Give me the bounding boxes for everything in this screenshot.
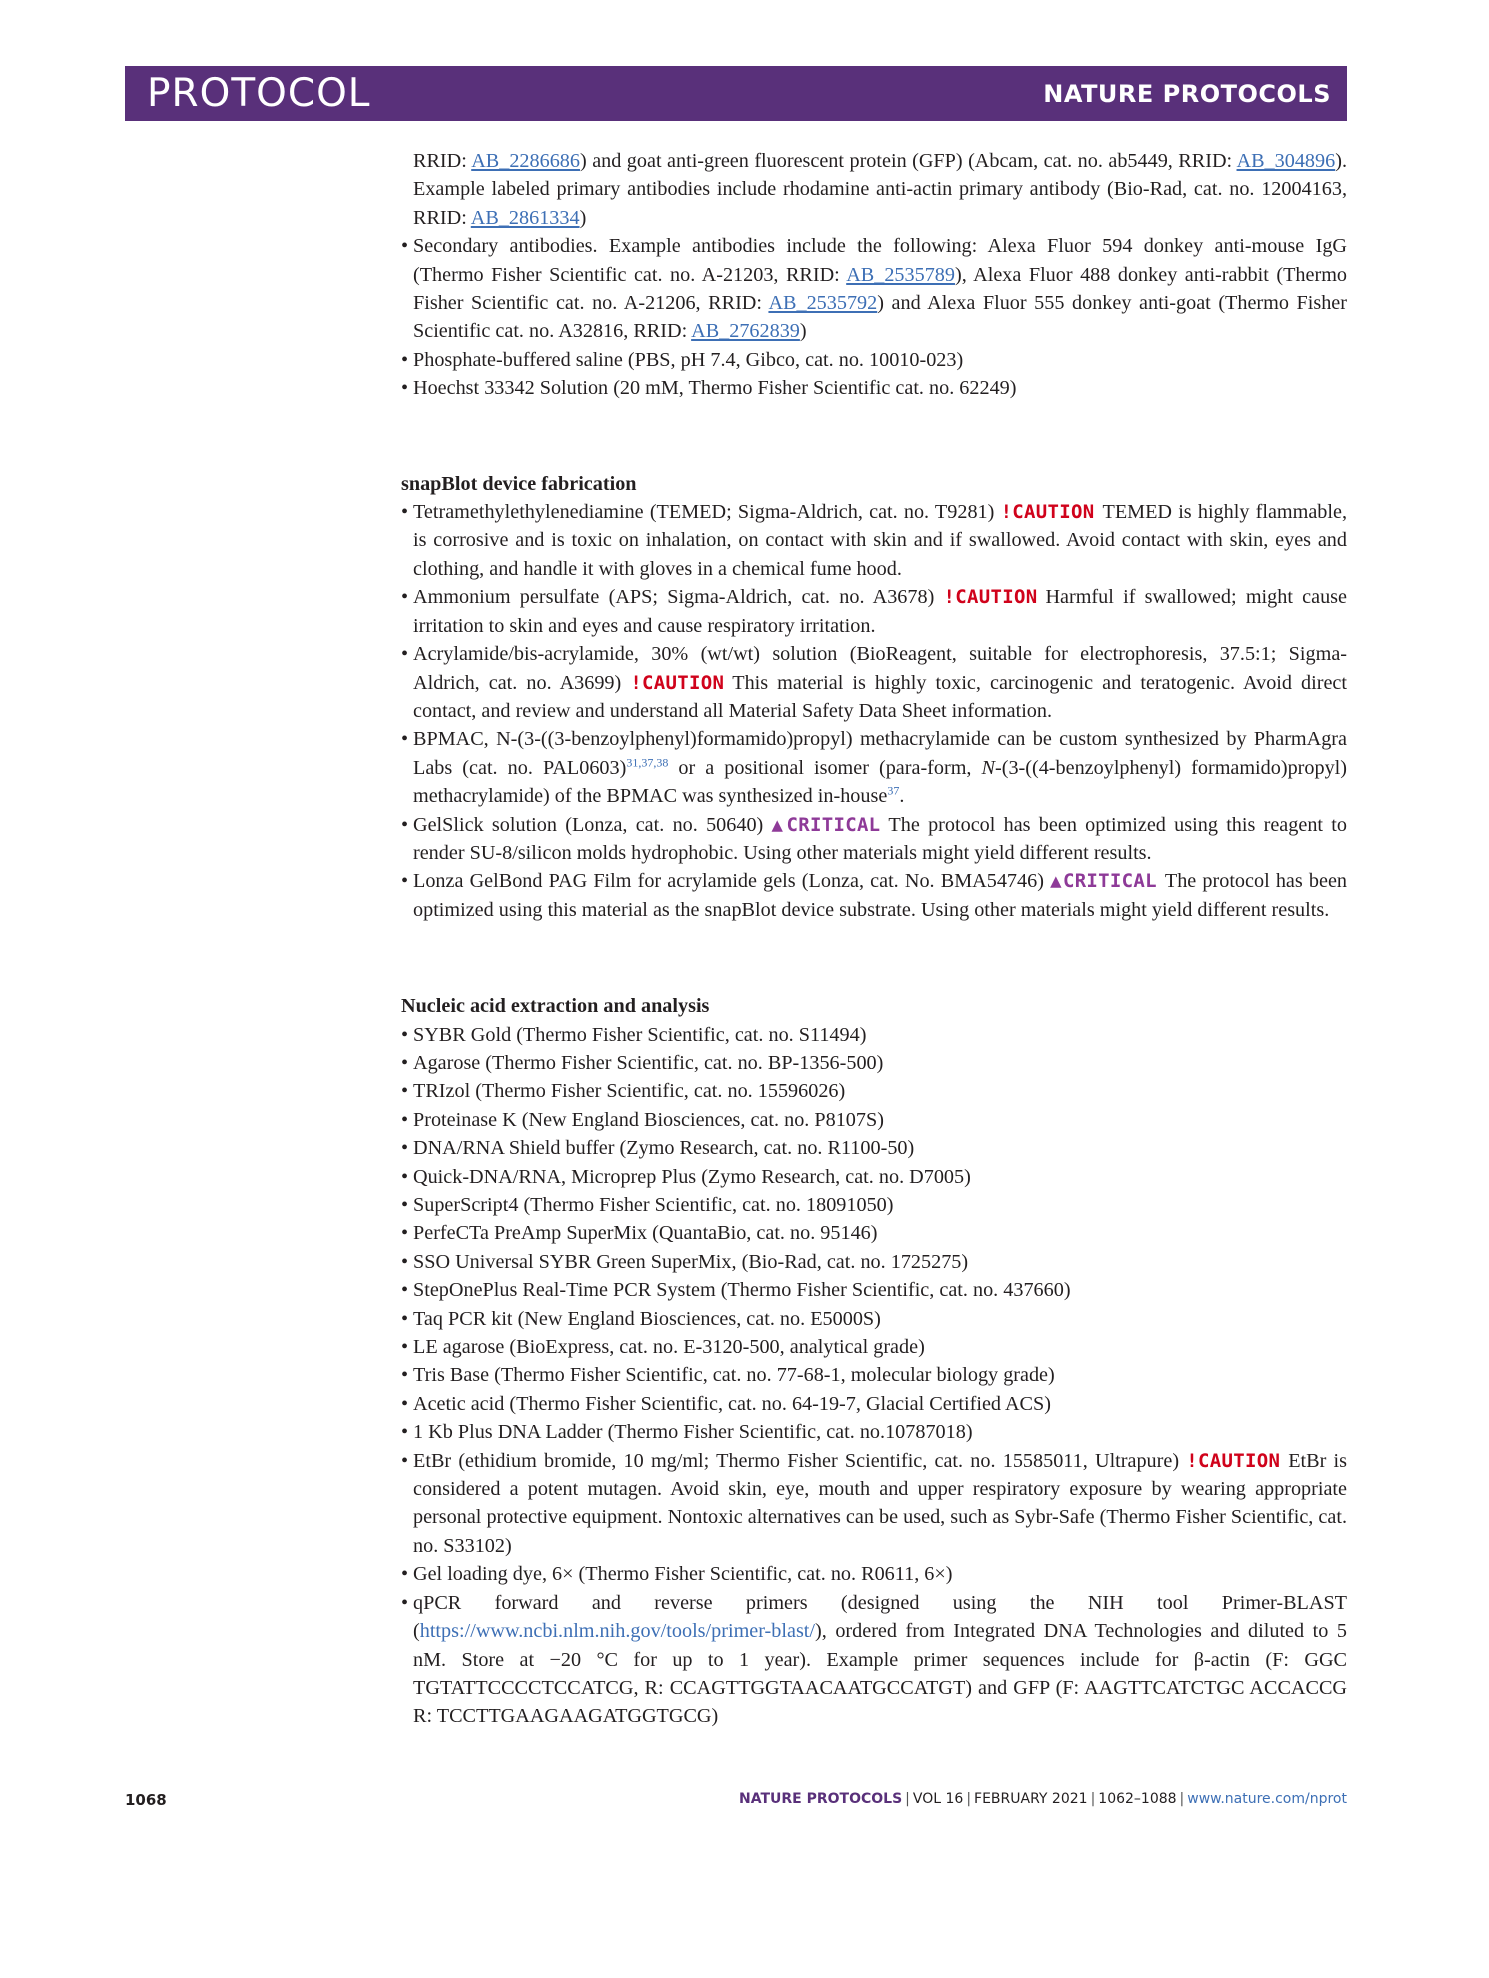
reference[interactable]: 37 [887,783,900,798]
caution-flag: !CAUTION [630,671,725,694]
caution-note: This material is highly toxic, carcinogenic and teratogenic. Avoid direct contact, and review and understand all Material Safety Data Sheet information. [413,671,1347,722]
rrid-link[interactable]: AB_2286686 [471,150,580,172]
bullet: • [401,1023,409,1046]
text: ) and Alexa Fluor 555 donkey anti-goat (Thermo Fisher Scientific cat. no. A32816, RRID: [413,292,1347,343]
list-item [401,1163,1347,1191]
text: or a positional isomer (para-form, [668,756,982,779]
section-heading-nucleic-acid: Nucleic acid extraction and analysis [401,995,710,1018]
text: Acrylamide/bis-acrylamide, 30% (wt/wt) solution (BioReagent, suitable for electrophoresis, 37.5:1; Sigma-Aldrich, cat. no. A3699) [413,643,1347,694]
list-item [401,1021,1347,1049]
list-item [401,1106,1347,1134]
text: Agarose (Thermo Fisher Scientific, cat. no. BP-1356-500) [413,1051,884,1074]
nucleic-list [401,1021,1347,1731]
bullet: • [401,235,409,258]
bullet: • [401,1563,409,1586]
bullet: • [401,586,409,609]
bullet: • [401,1137,409,1160]
text: 1 Kb Plus DNA Ladder (Thermo Fisher Scientific, cat. no.10787018) [413,1421,973,1444]
page-body [401,147,1347,1731]
bullet: • [401,377,409,400]
text: SYBR Gold (Thermo Fisher Scientific, cat. no. S11494) [413,1023,867,1046]
list-item-aps [401,583,1347,640]
list-item-secondary-antibodies [401,232,1347,346]
bullet: • [401,1421,409,1444]
text: ), ordered from Integrated DNA Technologies and diluted to 5 nM. Store at −20 °C for up to 1 year). Example primer sequences include for β-actin (F: GGC TGTATTCCCCTCCATCG, R: CCAGTTGGTAACAATGCCATGT) and GFP (F: AAGTTCATCTGC ACCACCG R: TCCTTGAAGAAGATGGTGCG) [413,1620,1347,1728]
list-item-hoechst [401,374,1347,402]
separator: | [1179,1791,1185,1807]
text: Secondary antibodies. Example antibodies include the following: Alexa Fluor 594 donkey anti-mouse IgG (Thermo Fisher Scientific cat. no. A-21203, RRID: [413,235,1347,286]
text: . [899,785,905,808]
section-label: PROTOCOL [147,71,371,116]
bullet: • [401,348,409,371]
text: TRIzol (Thermo Fisher Scientific, cat. no. 15596026) [413,1080,846,1103]
caution-note: Harmful if swallowed; might cause irritation to skin and eyes and cause respiratory irritation. [413,586,1347,637]
list-item [401,1305,1347,1333]
list-item-acrylamide [401,640,1347,725]
journal-name: NATURE PROTOCOLS [1043,79,1331,108]
text: DNA/RNA Shield buffer (Zymo Research, cat. no. R1100-50) [413,1137,915,1160]
text: Gel loading dye, 6× (Thermo Fisher Scientific, cat. no. R0611, 6×) [413,1563,953,1586]
critical-note: The protocol has been optimized using this reagent to render SU-8/silicon molds hydrophobic. Using other materials might yield different results. [413,813,1347,864]
text: ) [579,206,587,229]
bullet: • [401,813,409,836]
footer-citation [739,1791,1347,1807]
separator: | [1090,1791,1096,1807]
bullet: • [401,1392,409,1415]
footer-journal: NATURE PROTOCOLS [738,1791,903,1807]
list-item-qpcr-primers [401,1589,1347,1731]
list-item [401,1077,1347,1105]
rrid-link[interactable]: AB_304896 [1236,150,1336,172]
text: ) and goat anti-green fluorescent protein (GFP) (Abcam, cat. no. ab5449, RRID: [580,150,1237,172]
footer-url-link[interactable]: www.nature.com/nprot [1187,1791,1347,1807]
page-footer [125,1791,1347,1815]
text: Hoechst 33342 Solution (20 mM, Thermo Fisher Scientific cat. no. 62249) [413,377,1017,400]
text: RRID: [413,150,472,172]
bullet: • [401,1279,409,1302]
footer-volume: VOL 16 [912,1791,964,1807]
text: Tetramethylethylenediamine (TEMED; Sigma-Aldrich, cat. no. T9281) [413,501,995,524]
list-item [401,1276,1347,1304]
caution-flag: !CAUTION [1000,501,1095,524]
list-item [401,1361,1347,1389]
critical-flag: ▲CRITICAL [771,813,881,836]
text: BPMAC, N-(3-((3-benzoylphenyl)formamido)propyl) methacrylamide can be custom synthesized by PharmAgra Labs (cat. no. PAL0603) [413,728,1347,779]
bullet: • [401,643,409,666]
text: Taq PCR kit (New England Biosciences, cat. no. E5000S) [413,1307,881,1330]
caution-flag: !CAUTION [1186,1449,1281,1472]
bullet: • [401,728,409,751]
continued-item [401,147,1347,232]
list-item [401,1134,1347,1162]
header-bar [125,66,1347,121]
list-item [401,1333,1347,1361]
text: Lonza GelBond PAG Film for acrylamide gels (Lonza, cat. No. BMA54746) [413,870,1044,893]
bullet: • [401,1194,409,1216]
text: Acetic acid (Thermo Fisher Scientific, cat. no. 64-19-7, Glacial Certified ACS) [413,1392,1051,1415]
bullet: • [401,1165,409,1188]
bullet: • [401,501,409,524]
page-number: 1068 [125,1791,167,1809]
text: PerfeCTa PreAmp SuperMix (QuantaBio, cat. no. 95146) [413,1222,878,1245]
rrid-link[interactable]: AB_2762839 [691,320,800,343]
bullet: • [401,1591,409,1614]
caution-note: TEMED is highly flammable, is corrosive and is toxic on inhalation, on contact with skin and if swallowed. Avoid contact with skin, eyes and clothing, and handle it with gloves in a chemical fume hood. [413,501,1348,580]
list-item-bpmac [401,725,1347,810]
bullet: • [401,1108,409,1131]
bullet: • [401,1080,409,1103]
list-item [401,1418,1347,1446]
text: GelSlick solution (Lonza, cat. no. 50640) [413,813,764,836]
text: ), Alexa Fluor 488 donkey anti-rabbit (Thermo Fisher Scientific cat. no. A-21206, RRID: [413,263,1347,315]
list-item [401,1049,1347,1077]
list-item-etbr [401,1447,1347,1561]
bullet: • [401,1051,409,1074]
rrid-link[interactable]: AB_2861334 [470,206,580,229]
text: -(3-((4-benzoylphenyl) formamido)propyl) methacrylamide) of the BPMAC was synthesized in-house [413,756,1348,808]
caution-note: EtBr is considered a potent mutagen. Avoid skin, eye, mouth and upper respiratory exposure by wearing appropriate personal protective equipment. Nontoxic alternatives can be used, such as Sybr-Safe (Thermo Fisher Scientific, cat. no. S33102) [413,1449,1348,1557]
text: Phosphate-buffered saline (PBS, pH 7.4, Gibco, cat. no. 10010-023) [413,348,964,371]
text: qPCR forward and reverse primers (designed using the NIH tool Primer-BLAST ( [413,1591,1347,1643]
bullet: • [401,1307,409,1330]
bullet: • [401,1336,409,1359]
critical-note: The protocol has been optimized using this material as the snapBlot device substrate. Using other materials might yield different results. [413,870,1348,921]
footer-pages: 1062–1088 [1098,1791,1177,1807]
italic-text: N [981,756,995,779]
text: Ammonium persulfate (APS; Sigma-Aldrich, cat. no. A3678) [413,586,935,609]
list-item [401,1191,1347,1219]
list-item-gelbond [401,867,1347,924]
separator: | [905,1791,910,1807]
text: ) [799,320,807,343]
list-item [401,1248,1347,1276]
critical-flag: ▲CRITICAL [1050,870,1157,893]
separator: | [966,1791,972,1807]
list-item-pbs [401,346,1347,374]
bullet: • [401,1222,409,1245]
bullet: • [401,1364,409,1387]
bullet: • [401,1250,409,1273]
text: Proteinase K (New England Biosciences, cat. no. P8107S) [413,1108,884,1131]
text: Quick-DNA/RNA, Microprep Plus (Zymo Research, cat. no. D7005) [413,1165,971,1188]
text: Tris Base (Thermo Fisher Scientific, cat. no. 77-68-1, molecular biology grade) [413,1364,1055,1387]
list-item [401,1219,1347,1247]
list-item-gelslick [401,811,1347,868]
text: StepOnePlus Real-Time PCR System (Thermo Fisher Scientific, cat. no. 437660) [413,1279,1071,1302]
primer-blast-link[interactable]: https://www.ncbi.nlm.nih.gov/tools/primer-blast/ [419,1620,816,1643]
bullet: • [401,870,409,893]
bullet: • [401,1449,409,1472]
list-item-temed [401,498,1347,583]
text: SuperScript4 (Thermo Fisher Scientific, cat. no. 18091050) [413,1194,894,1216]
text: EtBr (ethidium bromide, 10 mg/ml; Thermo Fisher Scientific, cat. no. 15585011, Ultrapure) [413,1449,1180,1472]
section-heading-snapblot: snapBlot device fabrication [401,472,637,495]
list-item-loading-dye [401,1560,1347,1588]
text: LE agarose (BioExpress, cat. no. E-3120-500, analytical grade) [413,1336,925,1359]
caution-flag: !CAUTION [943,586,1038,609]
rrid-link[interactable]: AB_2535792 [768,292,878,315]
list-item [401,1390,1347,1418]
text: SSO Universal SYBR Green SuperMix, (Bio-Rad, cat. no. 1725275) [413,1250,969,1273]
rrid-link[interactable]: AB_2535789 [846,263,955,286]
reference[interactable]: 31,37,38 [626,754,669,769]
text: ). Example labeled primary antibodies include rhodamine anti-actin primary antibody (Bio-Rad, cat. no. 12004163, RRID: [413,150,1347,229]
footer-date: FEBRUARY 2021 [974,1791,1088,1807]
